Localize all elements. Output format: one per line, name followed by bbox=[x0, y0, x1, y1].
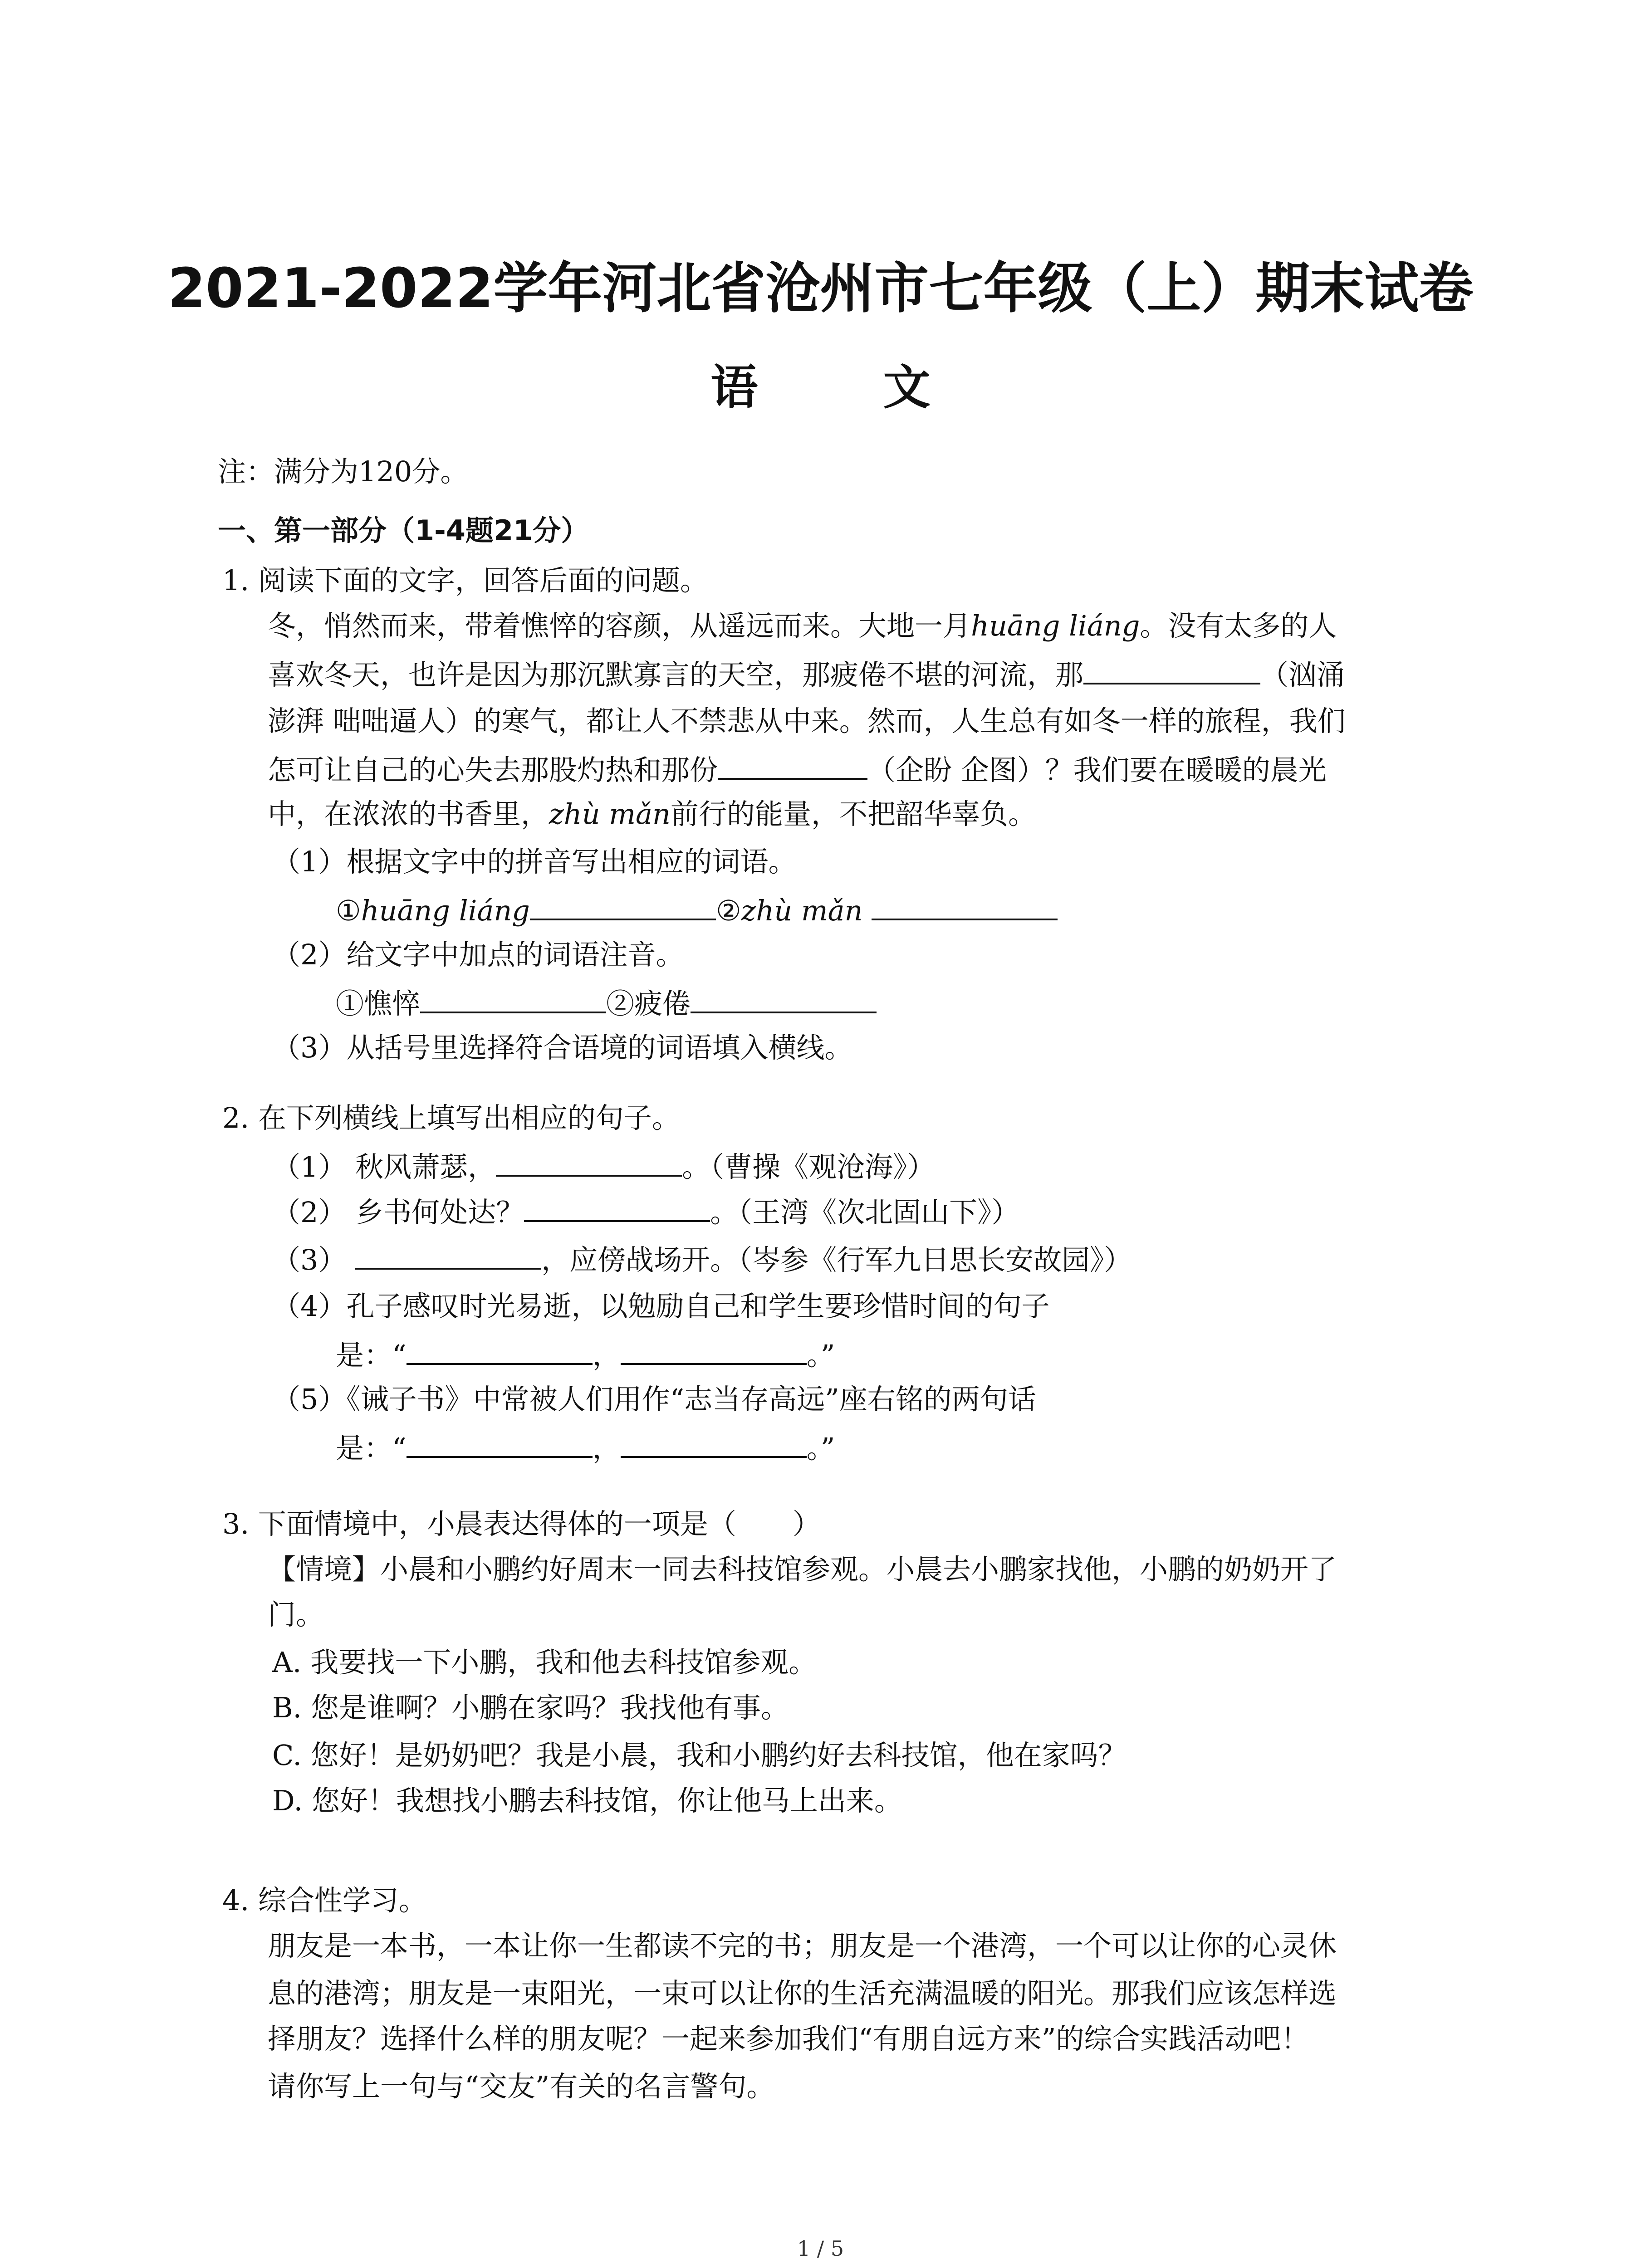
answer-blank[interactable] bbox=[355, 1241, 541, 1270]
answer-blank[interactable] bbox=[530, 891, 716, 920]
q3-context-line-2: 门。 bbox=[268, 1598, 324, 1631]
answer-blank[interactable] bbox=[621, 1336, 807, 1365]
q1-stem: 1. 阅读下面的文字，回答后面的问题。 bbox=[222, 564, 708, 597]
exam-title: 2021-2022学年河北省沧州市七年级（上）期末试卷 bbox=[167, 257, 1474, 320]
item-text: （2） 乡书何处达？ bbox=[272, 1196, 524, 1229]
answer-blank[interactable] bbox=[496, 1148, 682, 1177]
num-2: ② bbox=[716, 894, 741, 927]
section-heading: 一、第一部分（1-4题21分） bbox=[218, 514, 589, 547]
score-note: 注：满分为120分。 bbox=[218, 455, 469, 488]
q1-passage-text: 冬，悄然而来，带着憔悴的容颜，从遥远而来。大地一月 bbox=[268, 609, 971, 642]
page-number: 1 / 5 bbox=[797, 2236, 844, 2261]
q4-stem: 4. 综合性学习。 bbox=[222, 1884, 427, 1917]
q2-item-4: （4）孔子感叹时光易逝，以勉励自己和学生要珍惜时间的句子 bbox=[272, 1290, 1050, 1323]
q3-option-c[interactable]: C. 您好！是奶奶吧？我是小晨，我和小鹏约好去科技馆，他在家吗？ bbox=[272, 1739, 1127, 1772]
item-text: 。（王湾《次北固山下》） bbox=[710, 1196, 1020, 1229]
pinyin-prompt: zhù mǎn bbox=[741, 894, 863, 927]
answer-blank[interactable] bbox=[621, 1429, 807, 1458]
answer-blank[interactable] bbox=[407, 1429, 593, 1458]
word-prompt: ②疲倦 bbox=[606, 987, 691, 1020]
q2-item-2 bbox=[272, 1193, 1019, 1231]
answer-blank[interactable] bbox=[407, 1336, 593, 1365]
item-text: （3） bbox=[272, 1243, 356, 1276]
q1-passage-text: 。没有太多的人 bbox=[1140, 609, 1337, 642]
item-text: （1） 秋风萧瑟， bbox=[272, 1150, 496, 1183]
q1-sub2: （2）给文字中加点的词语注音。 bbox=[272, 938, 684, 971]
q3-stem: 3. 下面情境中，小晨表达得体的一项是（ ） bbox=[222, 1507, 821, 1540]
q1-passage-text: 前行的能量，不把韶华辜负。 bbox=[670, 797, 1036, 831]
item-text: 是：“ bbox=[336, 1432, 407, 1465]
item-text: ， bbox=[592, 1432, 621, 1465]
q2-stem: 2. 在下列横线上填写出相应的句子。 bbox=[222, 1101, 680, 1134]
answer-blank[interactable] bbox=[872, 891, 1058, 920]
q1-passage-text: （企盼 企图）？我们要在暖暖的晨光 bbox=[867, 753, 1327, 787]
q1-passage-line-4 bbox=[268, 751, 1327, 788]
answer-blank[interactable] bbox=[524, 1193, 710, 1222]
answer-blank[interactable] bbox=[718, 751, 867, 780]
q1-passage-text: 中，在浓浓的书香里， bbox=[268, 797, 549, 831]
q2-item-4-answers bbox=[336, 1336, 835, 1374]
q4-passage-line-2: 息的港湾；朋友是一束阳光，一束可以让你的生活充满温暖的阳光。那我们应该怎样选 bbox=[268, 1977, 1337, 2010]
pinyin-huangliang: huāng liáng bbox=[971, 609, 1140, 642]
item-text: 。（曹操《观沧海》） bbox=[682, 1150, 936, 1183]
q1-sub2-answers bbox=[336, 984, 877, 1022]
q1-passage-line-2 bbox=[268, 655, 1345, 693]
q1-passage-text: （汹涌 bbox=[1260, 658, 1345, 691]
q4-passage-line-4: 请你写上一句与“交友”有关的名言警句。 bbox=[268, 2070, 775, 2103]
q1-passage-line-5 bbox=[268, 796, 1036, 832]
q3-option-a[interactable]: A. 我要找一下小鹏，我和他去科技馆参观。 bbox=[272, 1646, 817, 1679]
q3-context-line-1: 【情境】小晨和小鹏约好周末一同去科技馆参观。小晨去小鹏家找他，小鹏的奶奶开了 bbox=[268, 1553, 1337, 1586]
q2-item-1 bbox=[272, 1148, 935, 1185]
pinyin-zhuman: zhù mǎn bbox=[549, 797, 671, 831]
answer-blank[interactable] bbox=[691, 984, 877, 1013]
item-text: ，应傍战场开。（岑参《行军九日思长安故园》） bbox=[541, 1243, 1132, 1276]
q2-item-5: （5）《诫子书》中常被人们用作“志当存高远”座右铭的两句话 bbox=[272, 1383, 1036, 1416]
q1-passage-line-1 bbox=[268, 608, 1337, 644]
word-prompt: ①憔悴 bbox=[336, 987, 421, 1020]
item-text: ， bbox=[592, 1339, 621, 1372]
q3-option-b[interactable]: B. 您是谁啊？小鹏在家吗？我找他有事。 bbox=[272, 1691, 789, 1724]
q1-sub1-answers bbox=[336, 891, 1058, 929]
q1-passage-line-3: 澎湃 咄咄逼人）的寒气，都让人不禁悲从中来。然而，人生总有如冬一样的旅程，我们 bbox=[268, 704, 1346, 738]
q2-item-5-answers bbox=[336, 1429, 835, 1466]
q2-item-3 bbox=[272, 1241, 1132, 1278]
q1-sub3: （3）从括号里选择符合语境的词语填入横线。 bbox=[272, 1031, 853, 1064]
q1-passage-text: 怎可让自己的心失去那股灼热和那份 bbox=[268, 753, 718, 787]
q4-passage-line-3: 择朋友？选择什么样的朋友呢？一起来参加我们“有朋自远方来”的综合实践活动吧！ bbox=[268, 2022, 1309, 2055]
item-text: 。” bbox=[806, 1432, 835, 1465]
pinyin-prompt: huāng liáng bbox=[361, 894, 530, 927]
q1-passage-text: 喜欢冬天，也许是因为那沉默寡言的天空，那疲倦不堪的河流，那 bbox=[268, 658, 1084, 691]
answer-blank[interactable] bbox=[1083, 655, 1260, 684]
num-1: ① bbox=[336, 894, 361, 927]
subject-title: 语 文 bbox=[710, 360, 985, 415]
q1-sub1: （1）根据文字中的拼音写出相应的词语。 bbox=[272, 845, 797, 878]
answer-blank[interactable] bbox=[420, 984, 606, 1013]
q3-option-d[interactable]: D. 您好！我想找小鹏去科技馆，你让他马上出来。 bbox=[272, 1784, 902, 1817]
q4-passage-line-1: 朋友是一本书，一本让你一生都读不完的书；朋友是一个港湾，一个可以让你的心灵休 bbox=[268, 1929, 1337, 1962]
item-text: 。” bbox=[806, 1339, 835, 1372]
item-text: 是：“ bbox=[336, 1339, 407, 1372]
